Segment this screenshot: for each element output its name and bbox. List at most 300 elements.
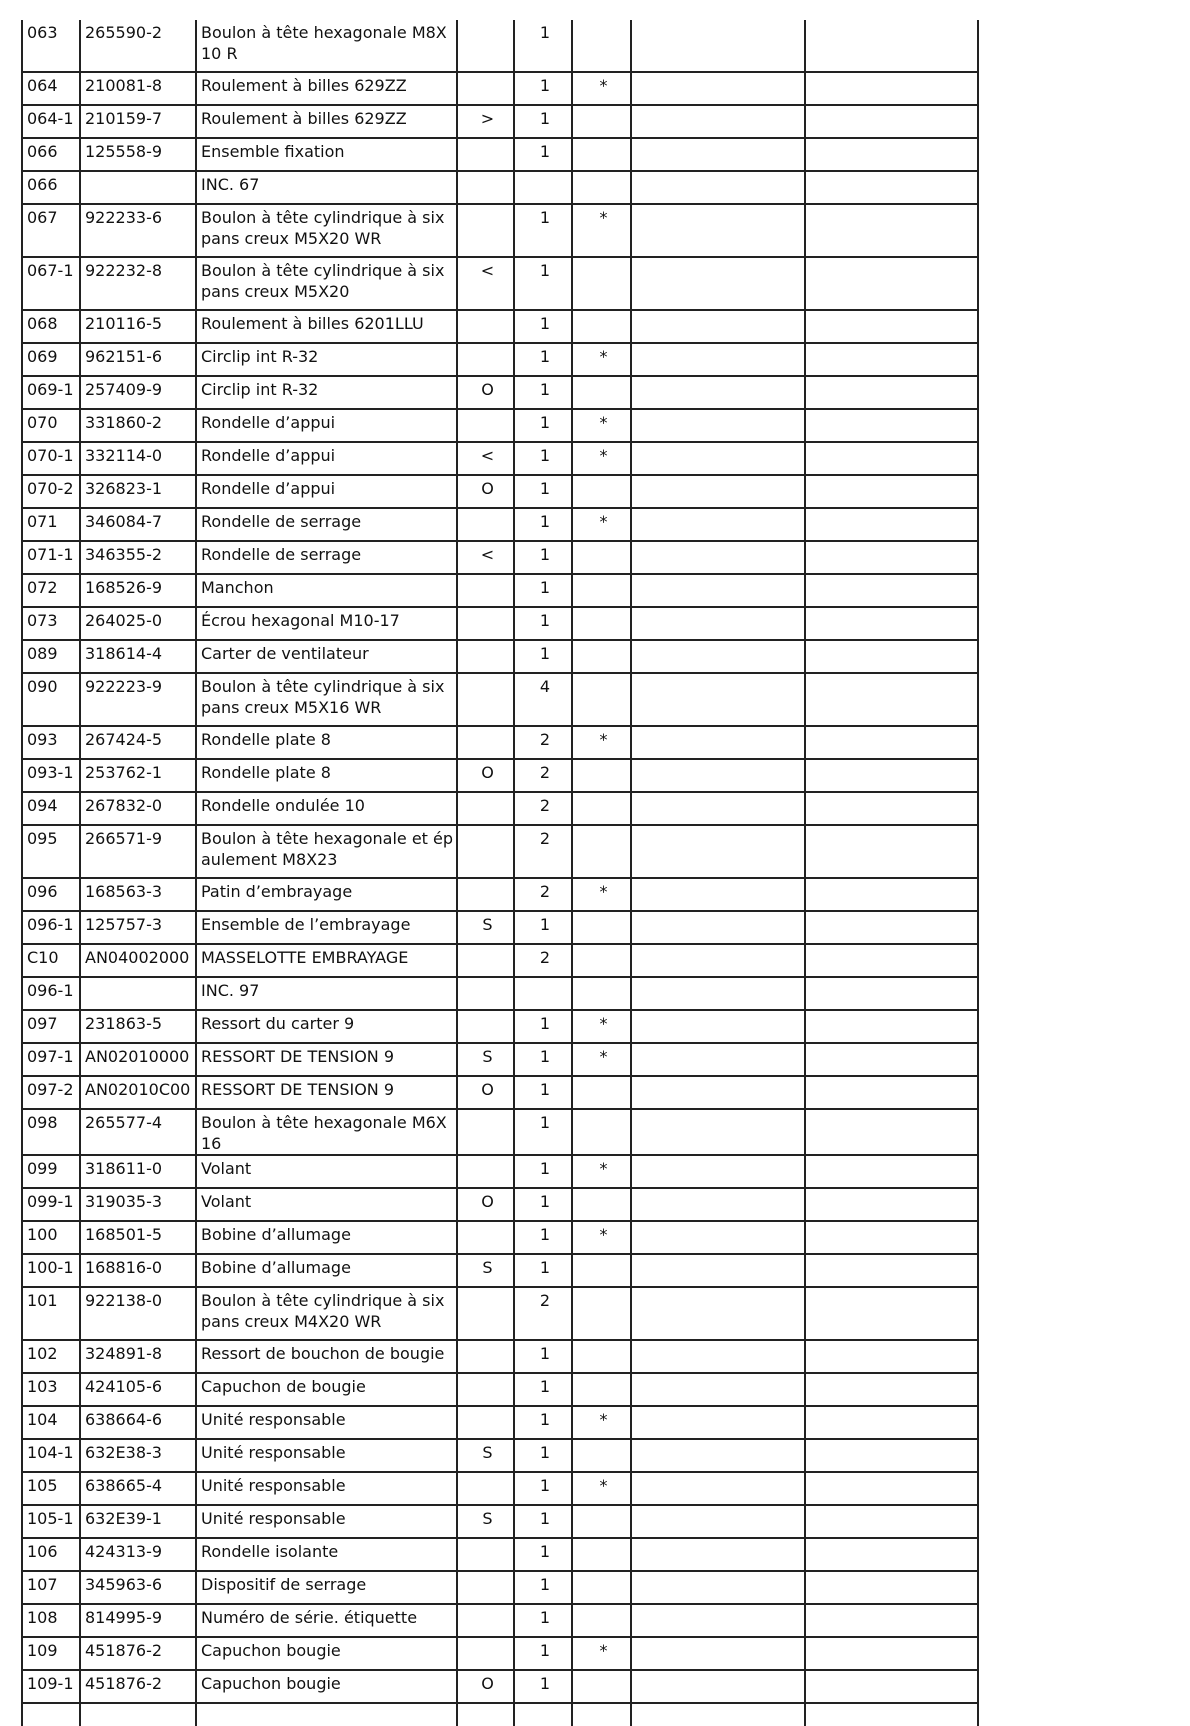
note-cell [572,409,631,442]
description-cell [196,1505,457,1538]
ref-text: 068 [27,314,58,333]
table-row [22,944,978,977]
quantity-cell [514,409,572,442]
description-text: Roulement à billes 629ZZ [201,109,407,128]
description-text: Unité responsable [201,1476,346,1495]
description-text: Boulon à tête cylindrique à six pans creux M5X16 WR [201,677,445,717]
note-text: * [599,882,608,901]
part-number-text: 814995-9 [85,1608,163,1627]
description-cell [196,1373,457,1406]
quantity-text: 1 [539,1258,551,1277]
part-number-cell [80,1043,196,1076]
blank-cell [631,574,805,607]
part-number-text: 266571-9 [85,829,163,848]
ref-cell [22,1109,80,1155]
symbol-cell [457,1604,514,1637]
symbol-cell [457,1254,514,1287]
symbol-cell [457,1571,514,1604]
blank-cell [805,1188,978,1221]
ref-cell [22,171,80,204]
symbol-cell [457,1472,514,1505]
part-number-cell [80,1373,196,1406]
ref-text: 070 [27,413,58,432]
blank-cell [805,1340,978,1373]
description-cell [196,20,457,72]
ref-text: 070-2 [27,479,74,498]
description-cell [196,475,457,508]
symbol-cell [457,508,514,541]
part-number-cell [80,1505,196,1538]
ref-cell [22,343,80,376]
part-number-text: 638665-4 [85,1476,163,1495]
symbol-cell [457,475,514,508]
blank-cell [805,1043,978,1076]
note-cell [572,1604,631,1637]
blank-cell [805,825,978,878]
quantity-text: 1 [539,380,551,399]
ref-cell [22,1155,80,1188]
ref-text: 093-1 [27,763,74,782]
ref-cell [22,1472,80,1505]
blank-cell [631,1670,805,1703]
table-row [22,409,978,442]
part-number-cell [80,640,196,673]
ref-text: 106 [27,1542,58,1561]
quantity-cell [514,1670,572,1703]
symbol-cell [457,1287,514,1340]
table-row [22,204,978,257]
description-text: Roulement à billes 6201LLU [201,314,424,333]
quantity-text: 1 [539,1113,551,1132]
description-cell [196,1155,457,1188]
blank-cell [805,138,978,171]
ref-cell [22,1076,80,1109]
table-row [22,1571,978,1604]
note-text: * [599,347,608,366]
part-number-text: 267424-5 [85,730,163,749]
table-row [22,1109,978,1155]
blank-cell [457,1703,514,1726]
description-text: Rondelle plate 8 [201,763,331,782]
blank-cell [631,1188,805,1221]
ref-cell [22,20,80,72]
note-cell [572,138,631,171]
quantity-text: 1 [539,1014,551,1033]
description-cell [196,1221,457,1254]
description-text: Numéro de série. étiquette [201,1608,418,1627]
note-cell [572,640,631,673]
symbol-text: S [482,1443,493,1462]
ref-text: 064 [27,76,58,95]
ref-cell [22,1538,80,1571]
table-row [22,792,978,825]
symbol-cell [457,105,514,138]
note-text: * [599,76,608,95]
part-number-text: 319035-3 [85,1192,163,1211]
blank-cell [805,409,978,442]
part-number-text: 168501-5 [85,1225,163,1244]
ref-cell [22,475,80,508]
quantity-text: 1 [539,1192,551,1211]
quantity-cell [514,541,572,574]
quantity-text: 1 [539,915,551,934]
part-number-cell [80,1637,196,1670]
description-cell [196,1254,457,1287]
quantity-cell [514,376,572,409]
quantity-text: 1 [539,142,551,161]
ref-cell [22,204,80,257]
blank-cell [805,508,978,541]
blank-cell [631,607,805,640]
part-number-cell [80,911,196,944]
part-number-cell [80,1188,196,1221]
quantity-text: 1 [539,1047,551,1066]
note-cell [572,1254,631,1287]
part-number-cell [80,1155,196,1188]
blank-cell [631,138,805,171]
blank-cell [80,1703,196,1726]
table-row [22,1340,978,1373]
note-cell [572,1076,631,1109]
ref-cell [22,1604,80,1637]
description-cell [196,977,457,1010]
description-text: Capuchon bougie [201,1641,341,1660]
note-cell [572,310,631,343]
table-row [22,1254,978,1287]
note-cell [572,792,631,825]
blank-cell [805,171,978,204]
description-cell [196,257,457,310]
note-cell [572,1670,631,1703]
note-cell [572,343,631,376]
blank-cell [805,376,978,409]
part-number-cell [80,1254,196,1287]
ref-cell [22,825,80,878]
symbol-cell [457,541,514,574]
part-number-text: 632E38-3 [85,1443,162,1462]
part-number-text: 331860-2 [85,413,163,432]
ref-text: 104 [27,1410,58,1429]
symbol-cell [457,310,514,343]
description-cell [196,1340,457,1373]
table-row [22,640,978,673]
blank-cell [631,475,805,508]
quantity-text: 1 [539,1542,551,1561]
table-row [22,1505,978,1538]
description-text: Ressort du carter 9 [201,1014,355,1033]
quantity-text: 1 [539,1608,551,1627]
description-text: Bobine d’allumage [201,1258,351,1277]
blank-cell [631,944,805,977]
ref-cell [22,310,80,343]
blank-cell [805,1604,978,1637]
quantity-cell [514,1571,572,1604]
note-cell [572,944,631,977]
quantity-text: 2 [539,796,551,815]
note-cell [572,825,631,878]
blank-cell [631,640,805,673]
table-row [22,977,978,1010]
part-number-cell [80,72,196,105]
description-cell [196,574,457,607]
symbol-cell [457,409,514,442]
blank-cell [631,409,805,442]
note-text: * [599,1159,608,1178]
description-cell [196,825,457,878]
quantity-text: 1 [539,644,551,663]
note-cell [572,878,631,911]
part-number-cell [80,508,196,541]
part-number-text: 231863-5 [85,1014,163,1033]
ref-cell [22,541,80,574]
ref-cell [22,911,80,944]
table-row [22,911,978,944]
blank-cell [805,442,978,475]
description-cell [196,673,457,726]
blank-cell [631,878,805,911]
quantity-cell [514,1221,572,1254]
ref-text: 099-1 [27,1192,74,1211]
symbol-text: < [480,261,495,280]
description-text: Patin d’embrayage [201,882,353,901]
part-number-cell [80,343,196,376]
part-number-text: 326823-1 [85,479,163,498]
description-cell [196,1109,457,1155]
quantity-text: 1 [539,1377,551,1396]
symbol-cell [457,72,514,105]
description-text: Bobine d’allumage [201,1225,351,1244]
quantity-cell [514,673,572,726]
blank-cell [631,204,805,257]
table-row [22,1538,978,1571]
description-text: RESSORT DE TENSION 9 [201,1080,395,1099]
symbol-cell [457,759,514,792]
blank-cell [631,376,805,409]
table-row [22,1043,978,1076]
note-cell [572,204,631,257]
parts-list-body [22,20,978,1726]
ref-cell [22,105,80,138]
part-number-text: 451876-2 [85,1641,163,1660]
symbol-text: O [481,1192,494,1211]
blank-cell [631,1439,805,1472]
note-cell [572,1373,631,1406]
blank-cell [631,72,805,105]
blank-cell [631,1287,805,1340]
symbol-cell [457,138,514,171]
quantity-cell [514,508,572,541]
symbol-text: < [480,446,495,465]
symbol-cell [457,1637,514,1670]
quantity-text: 2 [539,1291,551,1310]
description-text: Circlip int R-32 [201,380,319,399]
ref-text: 095 [27,829,58,848]
quantity-cell [514,204,572,257]
quantity-cell [514,1637,572,1670]
symbol-cell [457,1439,514,1472]
blank-cell [631,1373,805,1406]
blank-cell [631,171,805,204]
blank-cell [631,310,805,343]
part-number-cell [80,409,196,442]
ref-cell [22,1254,80,1287]
note-cell [572,1505,631,1538]
blank-cell [805,944,978,977]
part-number-text: 168563-3 [85,882,163,901]
quantity-text: 1 [539,261,551,280]
ref-cell [22,1188,80,1221]
ref-cell [22,1571,80,1604]
part-number-cell [80,1010,196,1043]
note-cell [572,1472,631,1505]
part-number-cell [80,1604,196,1637]
ref-cell [22,944,80,977]
description-text: Ensemble de l’embrayage [201,915,411,934]
blank-cell [805,1109,978,1155]
part-number-text: 210081-8 [85,76,163,95]
part-number-text: 265590-2 [85,23,163,42]
note-cell [572,911,631,944]
symbol-cell [457,1043,514,1076]
description-text: Capuchon de bougie [201,1377,366,1396]
note-cell [572,442,631,475]
table-row [22,442,978,475]
note-cell [572,574,631,607]
blank-cell [805,310,978,343]
note-text: * [599,1047,608,1066]
ref-text: 089 [27,644,58,663]
note-cell [572,1188,631,1221]
part-number-text: 346084-7 [85,512,163,531]
blank-cell [805,1287,978,1340]
quantity-text: 4 [539,677,551,696]
quantity-text: 2 [539,730,551,749]
symbol-cell [457,1505,514,1538]
part-number-text: 424313-9 [85,1542,163,1561]
description-text: Rondelle de serrage [201,545,362,564]
quantity-cell [514,792,572,825]
quantity-cell [514,911,572,944]
description-text: Rondelle de serrage [201,512,362,531]
blank-cell [805,1439,978,1472]
ref-cell [22,726,80,759]
part-number-text: AN02010C00 [85,1080,191,1099]
description-cell [196,442,457,475]
note-cell [572,105,631,138]
blank-cell [805,673,978,726]
part-number-text: 346355-2 [85,545,163,564]
table-row [22,574,978,607]
description-cell [196,1287,457,1340]
table-row [22,607,978,640]
description-cell [196,409,457,442]
note-text: * [599,413,608,432]
blank-cell [805,1637,978,1670]
part-number-text: 168816-0 [85,1258,163,1277]
table-row [22,1472,978,1505]
symbol-cell [457,376,514,409]
note-cell [572,376,631,409]
symbol-cell [457,343,514,376]
table-row [22,1439,978,1472]
description-text: Manchon [201,578,274,597]
blank-cell [196,1703,457,1726]
part-number-text: 264025-0 [85,611,163,630]
blank-cell [514,1703,572,1726]
note-cell [572,257,631,310]
blank-cell [631,977,805,1010]
note-cell [572,1109,631,1155]
quantity-cell [514,310,572,343]
note-cell [572,1221,631,1254]
symbol-text: O [481,763,494,782]
table-row [22,138,978,171]
note-cell [572,726,631,759]
ref-cell [22,1221,80,1254]
symbol-cell [457,171,514,204]
table-row-continuation [22,1703,978,1726]
blank-cell [805,204,978,257]
description-text: Unité responsable [201,1443,346,1462]
note-cell [572,673,631,726]
quantity-text: 1 [539,611,551,630]
part-number-text: 318614-4 [85,644,163,663]
part-number-text: 345963-6 [85,1575,163,1594]
part-number-cell [80,1287,196,1340]
ref-text: 108 [27,1608,58,1627]
symbol-cell [457,1010,514,1043]
quantity-cell [514,1010,572,1043]
part-number-text: 318611-0 [85,1159,163,1178]
blank-cell [805,977,978,1010]
part-number-text: 125757-3 [85,915,163,934]
note-cell [572,1571,631,1604]
ref-cell [22,72,80,105]
quantity-cell [514,257,572,310]
part-number-cell [80,257,196,310]
part-number-cell [80,1571,196,1604]
blank-cell [631,1505,805,1538]
ref-cell [22,673,80,726]
blank-cell [805,475,978,508]
table-row [22,310,978,343]
part-number-cell [80,1076,196,1109]
part-number-cell [80,1538,196,1571]
ref-text: 066 [27,175,58,194]
note-cell [572,1439,631,1472]
symbol-text: O [481,1674,494,1693]
blank-cell [805,1571,978,1604]
ref-text: 066 [27,142,58,161]
note-text: * [599,1476,608,1495]
quantity-cell [514,1155,572,1188]
note-cell [572,1010,631,1043]
blank-cell [631,343,805,376]
blank-cell [631,673,805,726]
table-row [22,171,978,204]
table-row [22,759,978,792]
blank-cell [631,20,805,72]
ref-cell [22,1340,80,1373]
symbol-text: S [482,1047,493,1066]
ref-text: 101 [27,1291,58,1310]
ref-cell [22,759,80,792]
ref-cell [22,1043,80,1076]
part-number-text: AN04002000 [85,948,190,967]
quantity-text: 1 [539,1674,551,1693]
ref-cell [22,1505,80,1538]
ref-text: 100 [27,1225,58,1244]
